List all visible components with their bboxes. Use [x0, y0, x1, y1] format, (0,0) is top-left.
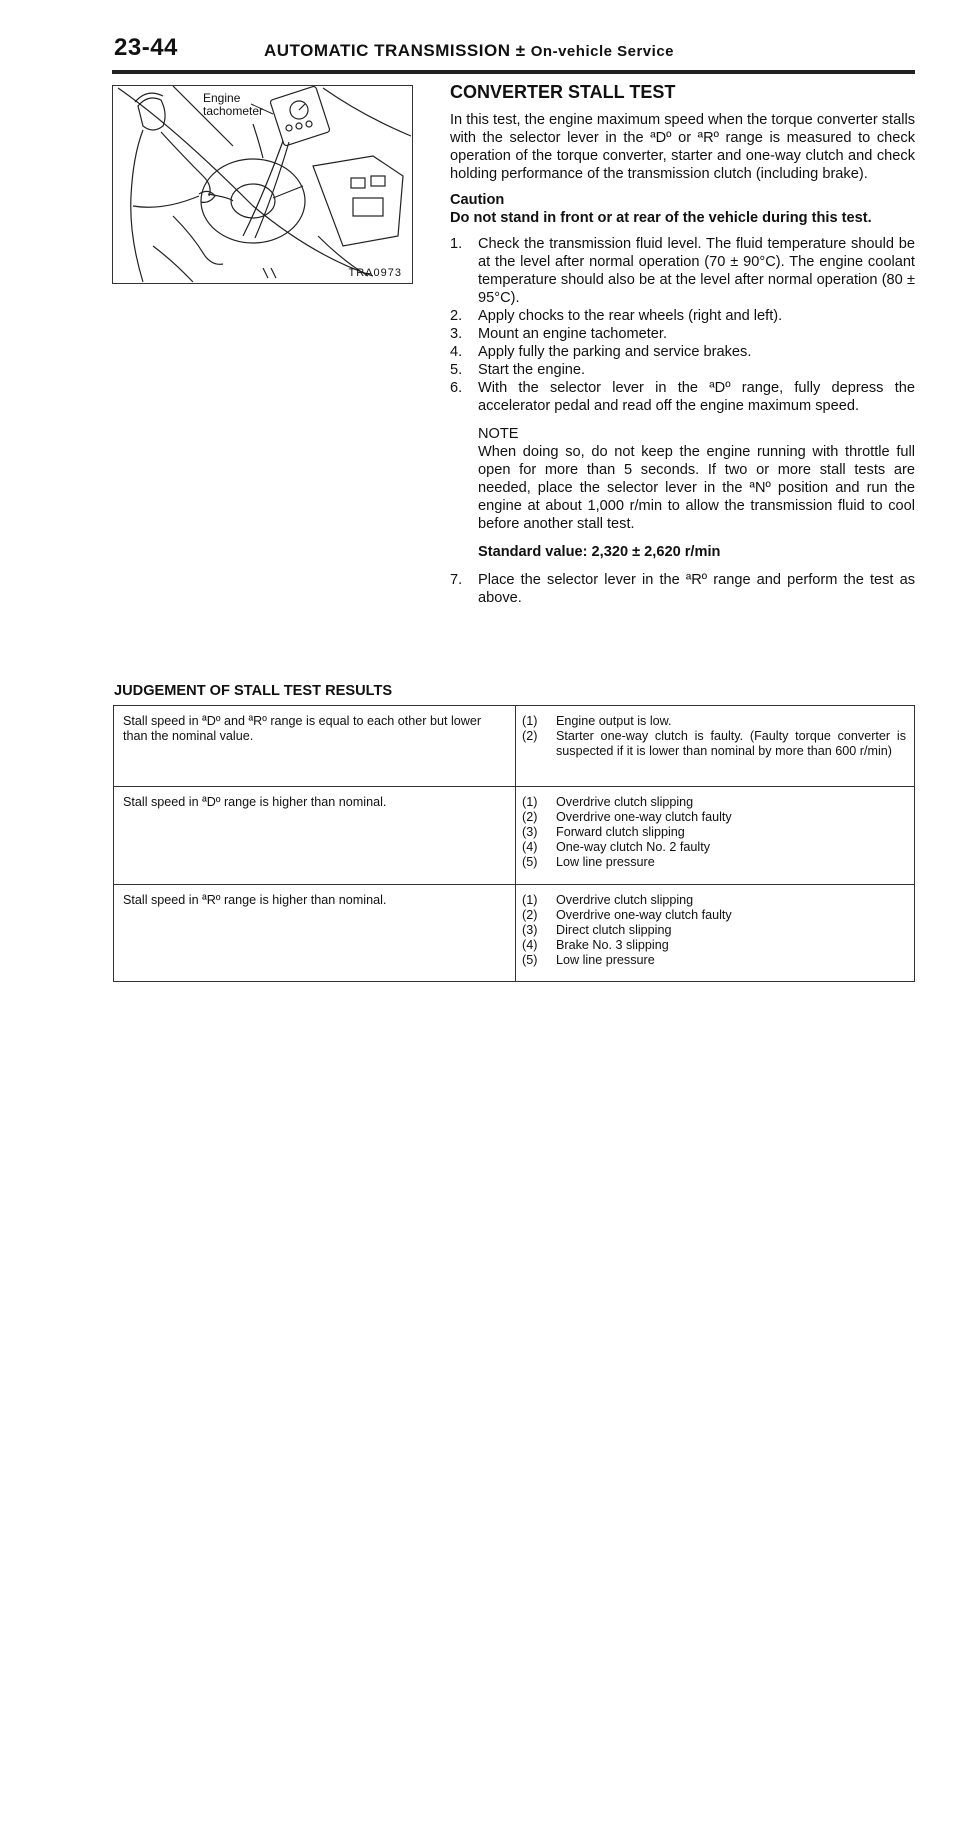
step-item	[450, 325, 915, 343]
step-number: 1.	[450, 236, 463, 252]
step-text: Check the transmission fluid level. The fluid temperature should be at the level after normal operation (70 ± 90°C). The engine coolant temperature should also be at the level after normal operation (80 ± 95°C).	[478, 236, 915, 306]
causes-cell	[516, 885, 915, 982]
cause-item	[522, 714, 906, 729]
cause-number: (4)	[522, 938, 538, 952]
cause-number: (1)	[522, 714, 538, 728]
cause-item	[522, 825, 906, 840]
step-number: 3.	[450, 326, 463, 342]
cause-text: Low line pressure	[556, 953, 655, 967]
cause-text: Brake No. 3 slipping	[556, 938, 669, 952]
cause-text: Overdrive clutch slipping	[556, 795, 694, 809]
cause-item	[522, 923, 906, 938]
step-text: Mount an engine tachometer.	[478, 326, 668, 342]
procedure-steps	[450, 235, 915, 415]
figure-code: TRA0973	[348, 267, 402, 279]
cause-number: (2)	[522, 810, 538, 824]
cause-item	[522, 893, 906, 908]
cause-text: Overdrive one-way clutch faulty	[556, 810, 732, 824]
causes-cell	[516, 706, 915, 787]
condition-cell: Stall speed in ªRº range is higher than nominal.	[114, 885, 516, 982]
header-title	[264, 41, 674, 61]
step-text: Apply chocks to the rear wheels (right and left).	[478, 308, 783, 324]
step-item	[450, 571, 915, 607]
step-number: 5.	[450, 362, 463, 378]
cause-text: One-way clutch No. 2 faulty	[556, 840, 710, 854]
cause-item	[522, 840, 906, 855]
figure-callout-label: Engine tachometer	[203, 91, 264, 118]
cause-number: (2)	[522, 908, 538, 922]
standard-value: Standard value: 2,320 ± 2,620 r/min	[478, 544, 721, 560]
step-text: With the selector lever in the ªDº range, fully depress the accelerator pedal and read off the engine maximum speed.	[478, 380, 915, 414]
judgement-title: JUDGEMENT OF STALL TEST RESULTS	[114, 683, 393, 699]
cause-item	[522, 795, 906, 810]
condition-cell: Stall speed in ªDº and ªRº range is equal to each other but lower than the nominal value.	[114, 706, 516, 787]
step-number: 7.	[450, 572, 463, 588]
cause-text: Overdrive clutch slipping	[556, 893, 694, 907]
step-item	[450, 235, 915, 307]
caution-text: Do not stand in front or at rear of the vehicle during this test.	[450, 210, 872, 226]
cause-number: (5)	[522, 953, 538, 967]
cause-text: Starter one-way clutch is faulty. (Faulty torque converter is suspected if it is lower than nominal by more than 600 r/min)	[556, 729, 906, 758]
cause-text: Forward clutch slipping	[556, 825, 685, 839]
intro-paragraph: In this test, the engine maximum speed when the torque converter stalls with the selector lever in the ªDº or ªRº range is measured to check operation of the torque converter, starter and one-way clutch and check holding performance of the transmission clutch (including brake).	[450, 112, 915, 182]
cause-number: (3)	[522, 825, 538, 839]
step-item	[450, 379, 915, 415]
cause-text: Overdrive one-way clutch faulty	[556, 908, 732, 922]
cause-number: (4)	[522, 840, 538, 854]
cause-item	[522, 908, 906, 923]
step-item	[450, 361, 915, 379]
causes-cell	[516, 787, 915, 885]
section-title: CONVERTER STALL TEST	[450, 82, 676, 102]
caution-label: Caution	[450, 192, 505, 208]
cause-item	[522, 810, 906, 825]
table-row	[114, 787, 915, 885]
cause-text: Direct clutch slipping	[556, 923, 672, 937]
note-label: NOTE	[478, 426, 519, 442]
cause-item	[522, 855, 906, 870]
note-text: When doing so, do not keep the engine running with throttle full open for more than 5 seconds. If two or more stall tests are needed, place the selector lever in the ªNº position and run the engine at about 1,000 r/min to allow the transmission fluid to cool before another stall test.	[478, 444, 915, 532]
stall-test-results-table	[113, 705, 915, 982]
chapter-subtitle: On-vehicle Service	[530, 43, 675, 60]
cause-text: Low line pressure	[556, 855, 655, 869]
step-text: Place the selector lever in the ªRº range and perform the test as above.	[478, 572, 915, 606]
page-header	[112, 34, 915, 74]
step-item	[450, 343, 915, 361]
procedure-steps-continued	[450, 571, 915, 607]
cause-text: Engine output is low.	[556, 714, 672, 728]
cause-item	[522, 953, 906, 968]
step-number: 2.	[450, 308, 463, 324]
cause-item	[522, 729, 906, 759]
cause-number: (3)	[522, 923, 538, 937]
cause-number: (1)	[522, 893, 538, 907]
chapter-title: AUTOMATIC TRANSMISSION ±	[264, 41, 526, 60]
cause-number: (5)	[522, 855, 538, 869]
cause-item	[522, 938, 906, 953]
step-text: Start the engine.	[478, 362, 586, 378]
step-text: Apply fully the parking and service brakes.	[478, 344, 752, 360]
engine-tachometer-illustration	[112, 85, 413, 284]
page-number: 23-44	[114, 34, 178, 61]
cause-number: (2)	[522, 729, 538, 743]
table-row	[114, 885, 915, 982]
table-row	[114, 706, 915, 787]
step-item	[450, 307, 915, 325]
converter-stall-test-section	[450, 83, 915, 607]
condition-cell: Stall speed in ªDº range is higher than nominal.	[114, 787, 516, 885]
step-number: 4.	[450, 344, 463, 360]
note-block	[450, 425, 915, 561]
cause-number: (1)	[522, 795, 538, 809]
step-number: 6.	[450, 380, 463, 396]
